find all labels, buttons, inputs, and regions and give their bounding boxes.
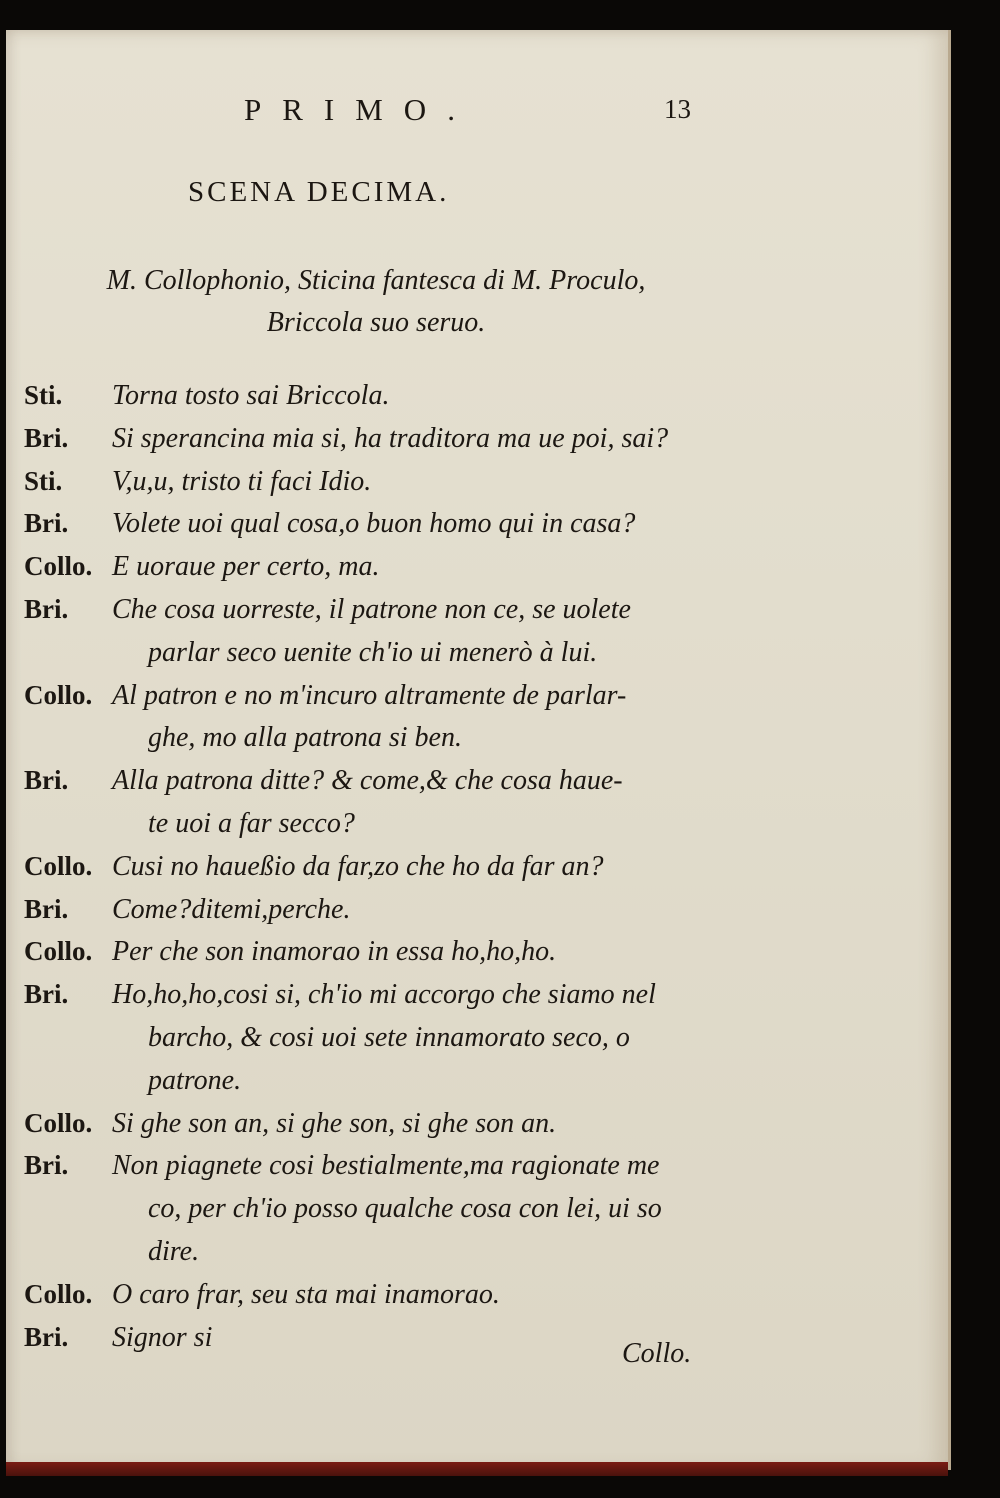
speaker-name: Bri. xyxy=(24,422,69,453)
cast-list xyxy=(56,260,696,344)
dialogue-line xyxy=(0,466,1000,509)
speech-text: co, per ch'io posso qualche cosa con lei, ui so xyxy=(148,1193,662,1225)
speech-text: Ho,ho,ho,cosi si, ch'io mi accorgo che siamo nel xyxy=(112,979,656,1011)
page-edge xyxy=(6,1462,948,1476)
speaker-name: Sti. xyxy=(24,465,63,496)
speaker-name: Collo. xyxy=(24,850,93,881)
dialogue-line xyxy=(0,423,1000,466)
speaker-name: Bri. xyxy=(24,765,69,796)
dialogue-line xyxy=(0,765,1000,808)
speech-text: Come?ditemi,perche. xyxy=(112,893,351,925)
cast-line: Briccola suo seruo. xyxy=(266,307,486,338)
dialogue-line xyxy=(0,380,1000,423)
speech-text: te uoi a far secco? xyxy=(148,807,355,839)
catchword: Collo. xyxy=(622,1338,692,1369)
speaker-name: Sti. xyxy=(24,380,63,410)
dialogue-line xyxy=(0,936,1000,979)
speech-text: ghe, mo alla patrona si ben. xyxy=(148,722,462,754)
dialogue-continuation xyxy=(0,722,1000,765)
speech-text: barcho, & cosi uoi sete innamorato seco, o xyxy=(148,1021,630,1053)
speech-text: Si sperancina mia si, ha traditora ma ue poi, sai? xyxy=(112,422,669,454)
page-header xyxy=(0,92,1000,132)
dialogue-line xyxy=(0,979,1000,1022)
dialogue xyxy=(0,380,1000,1364)
speech-text: Torna tosto sai Briccola. xyxy=(112,380,390,411)
speech-text: Signor si xyxy=(112,1321,213,1353)
dialogue-line xyxy=(0,508,1000,551)
speaker-name: Bri. xyxy=(24,893,69,924)
speaker-name: Bri. xyxy=(24,1321,69,1352)
speech-text: patrone. xyxy=(148,1064,242,1096)
speech-text: Volete uoi qual cosa,o buon homo qui in casa? xyxy=(112,508,636,540)
dialogue-line xyxy=(0,1150,1000,1193)
speech-text: Al patron e no m'incuro altramente de parlar- xyxy=(112,679,627,711)
speaker-name: Collo. xyxy=(24,1278,93,1309)
dialogue-continuation xyxy=(0,1065,1000,1108)
speech-text: Alla patrona ditte? & come,& che cosa haue- xyxy=(112,765,623,797)
dialogue-line xyxy=(0,1322,1000,1365)
speaker-name: Bri. xyxy=(24,508,69,539)
speech-text: E uoraue per certo, ma. xyxy=(112,551,380,583)
dialogue-line xyxy=(0,1279,1000,1322)
dialogue-continuation xyxy=(0,808,1000,851)
speaker-name: Collo. xyxy=(24,679,93,710)
dialogue-continuation xyxy=(0,1022,1000,1065)
cast-line: M. Collophonio, Sticina fantesca di M. Proculo, xyxy=(106,265,646,296)
page-number: 13 xyxy=(664,94,691,124)
speech-text: Non piagnete cosi bestialmente,ma ragionate me xyxy=(112,1150,660,1182)
dialogue-line xyxy=(0,851,1000,894)
dialogue-line xyxy=(0,551,1000,594)
dialogue-continuation xyxy=(0,1236,1000,1279)
speaker-name: Bri. xyxy=(24,593,69,624)
speaker-name: Collo. xyxy=(24,551,93,582)
speech-text: dire. xyxy=(148,1235,200,1267)
speech-text: Si ghe son an, si ghe son, si ghe son an. xyxy=(112,1107,557,1139)
speech-text: Per che son inamorao in essa ho,ho,ho. xyxy=(112,936,557,968)
speech-text: O caro frar, seu sta mai inamorao. xyxy=(112,1278,500,1310)
dialogue-line xyxy=(0,894,1000,937)
speaker-name: Bri. xyxy=(24,1150,69,1181)
speech-text: parlar seco uenite ch'io ui menerò à lui. xyxy=(148,636,598,668)
scene-title: SCENA DECIMA. xyxy=(188,176,450,208)
dialogue-line xyxy=(0,680,1000,723)
speaker-name: Bri. xyxy=(24,979,69,1010)
speaker-name: Collo. xyxy=(24,936,93,967)
speaker-name: Collo. xyxy=(24,1107,93,1138)
speech-text: Che cosa uorreste, il patrone non ce, se uolete xyxy=(112,593,631,625)
dialogue-line xyxy=(0,1108,1000,1151)
dialogue-continuation xyxy=(0,1193,1000,1236)
speech-text: V,u,u, tristo ti faci Idio. xyxy=(112,465,372,497)
dialogue-line xyxy=(0,594,1000,637)
speech-text: Cusi no haueßio da far,zo che ho da far an? xyxy=(112,850,604,882)
dialogue-continuation xyxy=(0,637,1000,680)
running-title: PRIMO. xyxy=(244,92,476,127)
